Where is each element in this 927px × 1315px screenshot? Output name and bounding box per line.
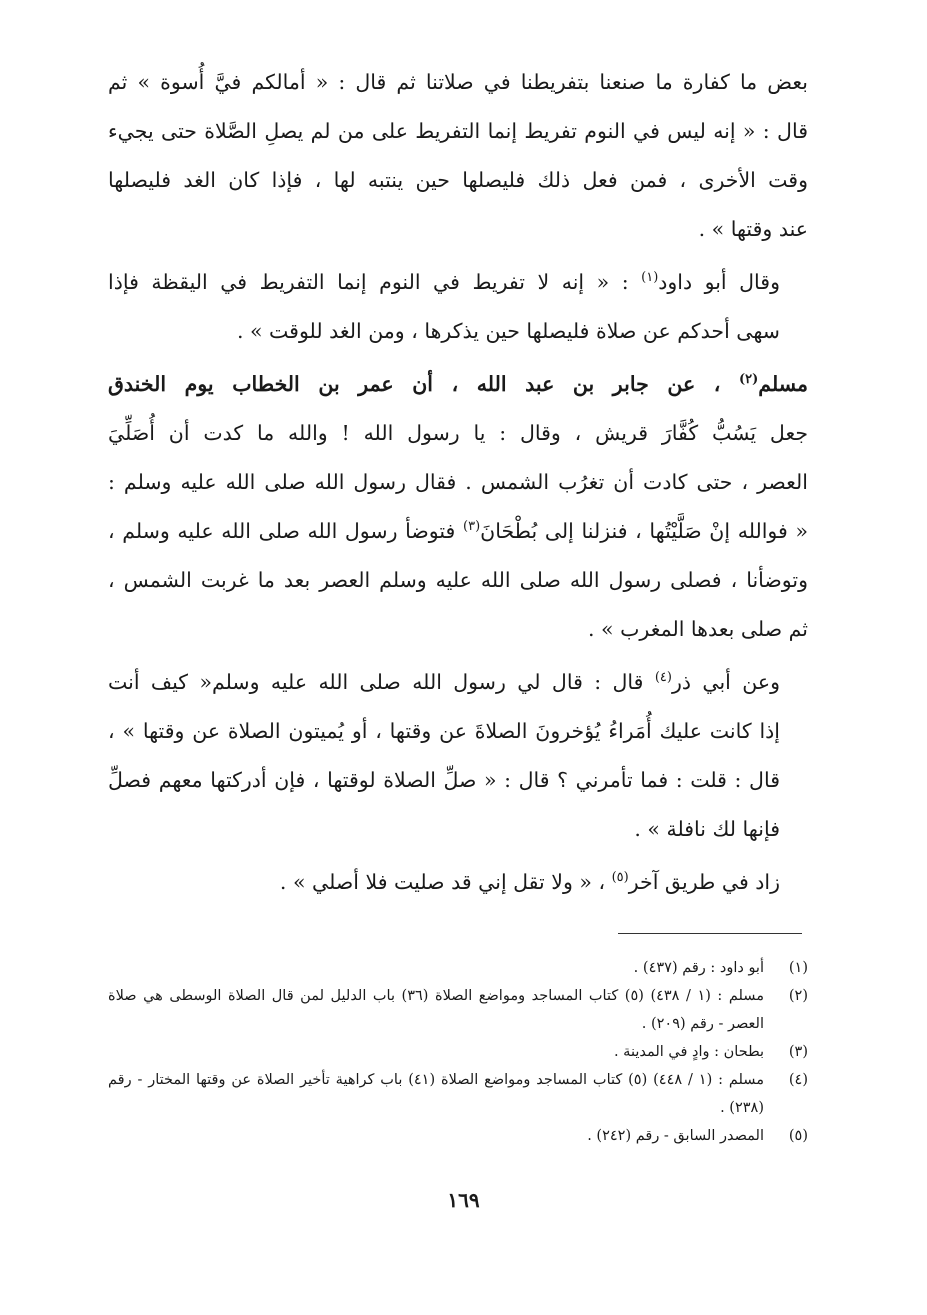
text-line: [108, 360, 808, 409]
text-line: سهى أحدكم عن صلاة فليصلها حين يذكرها ، ومن الغد للوقت » .: [236, 319, 780, 343]
text-segment: ، عن جابر بن عبد الله ، أن عمر بن الخطاب يوم الخندق: [108, 372, 739, 396]
footnote: [108, 1038, 808, 1066]
text-line: ثم صلى بعدها المغرب » .: [588, 617, 808, 641]
text-line: قال : « إنه ليس في النوم تفريط إنما التفريط على من لم يصلِ الصَّلاة حتى يجيء: [108, 119, 808, 143]
footnote: [108, 1122, 808, 1150]
footnote-ref: (١): [641, 270, 659, 286]
page-number: ١٦٩: [447, 1188, 480, 1212]
footnote-number: (٤): [788, 1072, 808, 1088]
text-segment: مسلم: [758, 372, 808, 396]
footnote: [108, 982, 808, 1038]
footnotes: [108, 954, 808, 1150]
footnote-text: أبو داود : رقم (٤٣٧) .: [633, 960, 764, 976]
footnote-text: مسلم : (١ / ٤٣٨) (٥) كتاب المساجد ومواضع الصلاة (٣٦) باب الدليل لمن قال الصلاة الوسطى هي صلاة العصر - رقم (٢٠٩) .: [108, 988, 764, 1032]
footnote-number: (٢): [788, 988, 808, 1004]
footnote-ref: (٤): [654, 670, 672, 686]
text-line: وقت الأخرى ، فمن فعل ذلك فليصلها حين ينتبه لها ، فإذا كان الغد فليصلها: [108, 168, 808, 192]
footnote-number: (١): [788, 960, 808, 976]
paragraph: [108, 360, 808, 654]
text-line: فإنها لك نافلة » .: [634, 817, 780, 841]
text-segment: زاد في طريق آخر: [628, 870, 780, 894]
text-segment: فتوضأ رسول الله صلى الله عليه وسلم ،: [108, 519, 463, 543]
text-line: جعل يَسُبُّ كُفَّارَ قريش ، وقال : يا رسول الله ! والله ما كدت أن أُصَلِّيَ: [108, 421, 808, 445]
footnote-divider: [618, 933, 802, 934]
text-line: قال : قلت : فما تأمرني ؟ قال : « صلِّ الصلاة لوقتها ، فإن أدركتها معهم فصلِّ: [108, 768, 780, 792]
text-segment: : « إنه لا تفريط في النوم إنما التفريط في اليقظة فإذا: [108, 270, 642, 294]
paragraph: [108, 258, 808, 356]
main-text: [108, 58, 808, 911]
footnote: [108, 1066, 808, 1122]
text-line: عند وقتها » .: [698, 217, 808, 241]
text-segment: وعن أبي ذر: [671, 670, 780, 694]
footnote-ref: (٢): [739, 372, 759, 388]
text-segment: وقال أبو داود: [658, 270, 780, 294]
text-line: [108, 658, 808, 707]
text-line: بعض ما كفارة ما صنعنا بتفريطنا في صلاتنا ثم قال : « أمالكم فيَّ أُسوة » ثم: [108, 70, 808, 94]
text-line: [108, 507, 808, 556]
footnote-ref: (٣): [463, 519, 481, 535]
footnote-number: (٥): [788, 1128, 808, 1144]
footnote-text: مسلم : (١ / ٤٤٨) (٥) كتاب المساجد ومواضع الصلاة (٤١) باب كراهية تأخير الصلاة عن وقتها المختار - رقم (٢٣٨) .: [108, 1072, 764, 1116]
text-line: العصر ، حتى كادت أن تغرُب الشمس . فقال رسول الله صلى الله عليه وسلم :: [108, 470, 808, 494]
paragraph: [108, 58, 808, 254]
text-segment: قال : قال لي رسول الله صلى الله عليه وسلم« كيف أنت: [108, 670, 655, 694]
text-line: [108, 858, 808, 907]
text-line: وتوضأنا ، فصلى رسول الله صلى الله عليه وسلم العصر بعد ما غربت الشمس ،: [108, 568, 808, 592]
paragraph: [108, 658, 808, 854]
text-segment: ، « ولا تقل إني قد صليت فلا أصلي » .: [279, 870, 612, 894]
footnote-text: بطحان : وادٍ في المدينة .: [613, 1044, 764, 1060]
text-segment: « فوالله إنْ صَلَّيْتُها ، فنزلنا إلى بُطْحَانَ: [480, 519, 808, 543]
text-line: إذا كانت عليك أُمَراءُ يُؤخرونَ الصلاةَ عن وقتها ، أو يُميتون الصلاة عن وقتها » ،: [108, 719, 780, 743]
text-line: [108, 258, 808, 307]
footnote-ref: (٥): [611, 870, 629, 886]
footnote: [108, 954, 808, 982]
footnote-text: المصدر السابق - رقم (٢٤٢) .: [587, 1128, 764, 1144]
paragraph: [108, 858, 808, 907]
footnote-number: (٣): [788, 1044, 808, 1060]
